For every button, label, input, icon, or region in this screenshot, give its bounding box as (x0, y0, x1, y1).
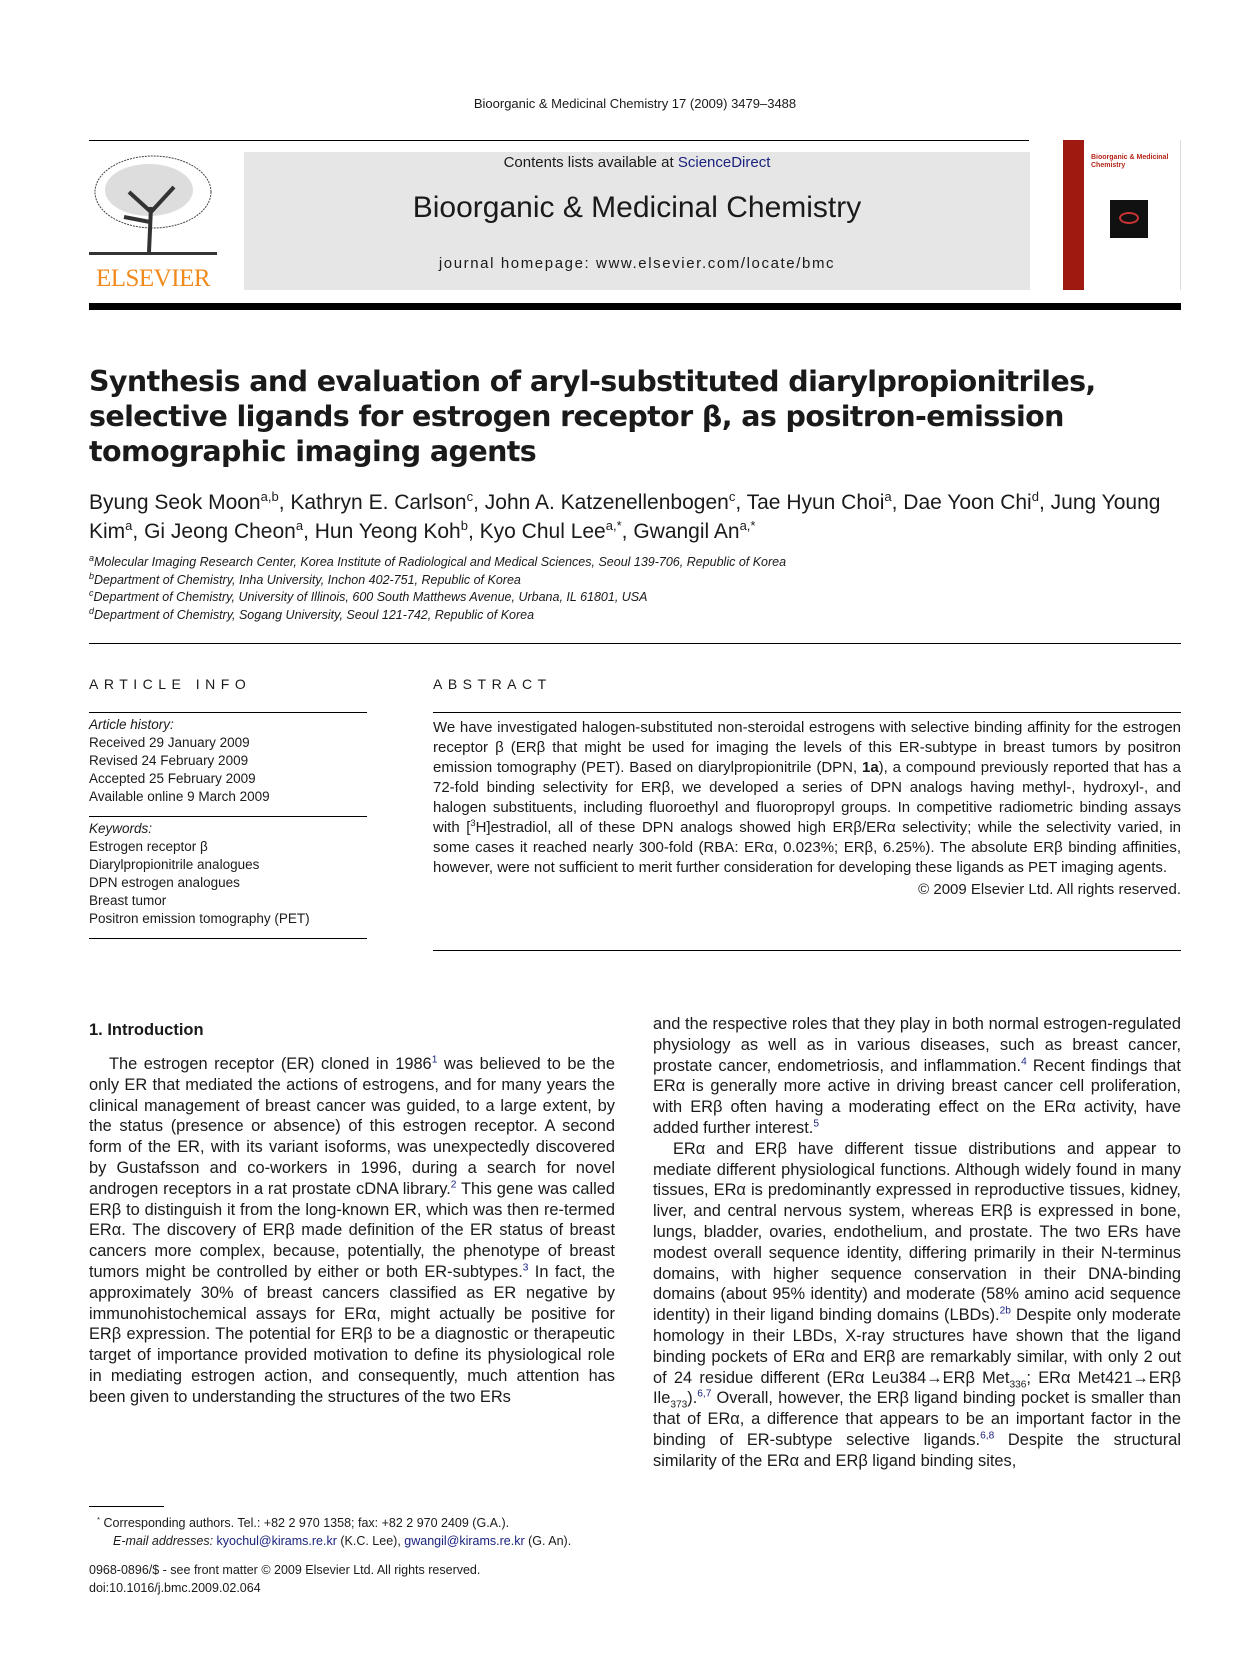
author-name: Dae Yoon Chi (903, 491, 1032, 514)
keyword: Positron emission tomography (PET) (89, 911, 310, 926)
author[interactable] (290, 491, 473, 514)
author-name: John A. Katzenellenbogen (484, 491, 729, 514)
header-rule (89, 140, 1029, 141)
text-run: 1a (861, 759, 879, 776)
text-run: This gene was called ERβ to distinguish it from the long-known ER, which was then re-termed ERα. The discovery of ERβ made definition of the ER status of breast cancers more complex, because, potentially, the phenotype of breast tumors might be controlled by either or both ER-subtypes. (89, 1179, 615, 1281)
author-affiliation-marker: a (125, 518, 133, 533)
text-run: ; ERα Met421→ERβ Ile (653, 1368, 1182, 1408)
email-owner: (G. An). (524, 1534, 572, 1548)
history-date: Accepted 25 February 2009 (89, 771, 256, 786)
text-run: Recent findings that ERα is generally more active in driving breast cancer cell proliferation, with ERβ often having a moderating effect on the ERα activity, have added further interest. (653, 1056, 1181, 1137)
journal-title: Bioorganic & Medicinal Chemistry (412, 191, 862, 224)
abstract-rule (433, 950, 1181, 951)
article-info-heading: ARTICLE INFO (89, 676, 252, 692)
abstract-heading: ABSTRACT (433, 676, 552, 692)
email-label: E-mail addresses: (113, 1534, 214, 1548)
keyword: DPN estrogen analogues (89, 875, 240, 890)
author[interactable] (89, 491, 279, 514)
text-run: H]estradiol, all of these DPN analogs showed high ERβ/ERα selectivity; while the selectivity varied, in some cases it reached nearly 300-fold (RBA: ERα, 0.023%; ERβ, 6.25%). The absolute ERβ binding affinities, however, were not sufficient to merit further consideration for developing these ligands as PET imaging agents. (433, 819, 1181, 876)
author-affiliation-marker: c (466, 489, 474, 504)
author-affiliation-marker: a (884, 489, 892, 504)
author[interactable] (485, 491, 736, 514)
author-name: Gwangil An (633, 520, 740, 543)
text-run: 336 (1009, 1378, 1027, 1390)
affiliation-key: c (89, 587, 94, 598)
text-run: Despite only moderate homology in their LBDs, X-ray structures have shown that the ligand binding pockets of ERα and ERβ are remarkably similar, with only 2 out of 24 residue different (ERα Leu384→ERβ Met (653, 1306, 1181, 1387)
author-affiliation-marker: c (728, 489, 736, 504)
author[interactable] (480, 520, 622, 543)
body-paragraph (653, 1014, 1181, 1139)
text-run: 3 (470, 818, 476, 828)
text-run: ERα and ERβ have different tissue distributions and appear to mediate different physiological functions. Although widely found in many tissues, ERα is predominantly expressed in reproductive tissues, kidney, liver, and central nervous system, whereas ERβ is expressed in bone, lungs, bladder, ovaries, endothelium, and prostate. The two ERs have modest overall sequence identity, differing primarily in their N-terminus domains, with higher sequence conservation in their DNA-binding domains (about 95% identity) and moderate (58% amino acid sequence identity) in their ligand binding domains (LBDs). (653, 1139, 1181, 1325)
email-owner: (K.C. Lee), (336, 1534, 405, 1548)
journal-cover-image (1063, 140, 1181, 290)
text-run: ), a compound previously reported that has a 72-fold binding selectivity for ERβ, we developed a series of DPN analogs having methyl-, hydroxyl-, and halogen substituents, including fluoroethyl and fluoropropyl groups. In competitive radiometric binding assays with [ (433, 759, 1181, 836)
author-name: Gi Jeong Cheon (144, 520, 296, 543)
keyword: Estrogen receptor β (89, 839, 208, 854)
affiliation-list (89, 554, 1181, 624)
reference-link[interactable]: 5 (813, 1118, 820, 1130)
reference-link[interactable]: 2b (999, 1305, 1011, 1317)
affiliation-key: a (89, 552, 95, 563)
history-date: Received 29 January 2009 (89, 735, 250, 750)
section-heading-introduction: 1. Introduction (89, 1021, 204, 1039)
author-affiliation-marker: d (1031, 489, 1039, 504)
elsevier-tree-icon (89, 152, 217, 260)
affiliation-text: Department of Chemistry, University of Illinois, 600 South Matthews Avenue, Urbana, IL 61801, USA (93, 590, 648, 604)
article-title: Synthesis and evaluation of aryl-substituted diarylpropionitriles, selective ligands for estrogen receptor β, as positron-emission tomographic imaging agents (89, 365, 1096, 468)
author-affiliation-marker: a,b (260, 489, 279, 504)
history-date: Revised 24 February 2009 (89, 753, 249, 768)
corresponding-author-footnote (89, 1514, 615, 1550)
doi-link[interactable]: doi:10.1016/j.bmc.2009.02.064 (89, 1581, 261, 1595)
author-list: Byung Seok Moon$^{a,b}$, Kathryn E. Carlson$^c$, John A. Katzenellenbogen$^c$, Tae Hyun Choi$^a$, Dae Yoon Chi$^d$, Jung Young Kim$^a$, Gi Jeong Cheon$^a$, Hun Yeong Koh$^b$, Kyo Chul Lee$^{a,*}$, Gwangil $An^{a,*}$ (89, 489, 1161, 543)
affiliation (89, 607, 1181, 625)
author-affiliation-marker: a (295, 518, 304, 533)
author-affiliation-marker: b (460, 518, 468, 533)
abstract-copyright: © 2009 Elsevier Ltd. All rights reserved. (918, 881, 1181, 898)
author-affiliation-marker: a,* (739, 518, 756, 533)
author-name: Kathryn E. Carlson (290, 491, 467, 514)
body-column-right (653, 1014, 1181, 1472)
author[interactable] (144, 520, 303, 543)
journal-banner (244, 152, 1030, 290)
author-affiliation-marker: a,* (605, 518, 622, 533)
text-run: We have investigated halogen-substituted non-steroidal estrogens with selective binding affinity for the estrogen receptor β (ERβ that might be used for imaging the levels of this ER-subtype in breast tumors by positron emission tomography (PET). Based on diarylpropionitrile (DPN, (433, 719, 1181, 776)
keywords-label: Keywords: (89, 821, 153, 836)
footnote-marker: * (97, 1514, 101, 1524)
text-run: ). (687, 1389, 698, 1408)
sciencedirect-link[interactable]: ScienceDirect (677, 154, 771, 171)
history-date: Available online 9 March 2009 (89, 789, 270, 804)
text-run: Despite the structural similarity of the ERα and ERβ ligand binding sites, (653, 1430, 1181, 1470)
author[interactable] (747, 491, 892, 514)
cover-title: Bioorganic & Medicinal Chemistry (1091, 154, 1169, 169)
journal-homepage-link[interactable]: journal homepage: www.elsevier.com/locate/bmc (438, 255, 836, 272)
email-link-lee[interactable]: kyochul@kirams.re.kr (216, 1534, 337, 1548)
text-run: was believed to be the only ER that mediated the actions of estrogens, and for many years the clinical management of breast cancer was guided, to a large extent, by the status (presence or absence) of this estrogen receptor. A second form of the ER, with its variant isoforms, was unexpectedly discovered by Gustafsson and co-workers in 1996, during a search for novel androgen receptors in a rat prostate cDNA library. (89, 1055, 615, 1198)
elsevier-logo[interactable] (89, 152, 217, 292)
reference-link[interactable]: 2 (450, 1179, 457, 1191)
reference-link[interactable]: 1 (431, 1054, 438, 1066)
reference-link[interactable]: 3 (522, 1262, 529, 1274)
cover-artwork (1110, 200, 1148, 238)
reference-link[interactable]: 6,7 (697, 1388, 712, 1400)
text-run: and the respective roles that they play in both normal estrogen-regulated physiology as well as in various diseases, such as breast cancer, prostate cancer, endometriosis, and inflammation. (653, 1015, 1181, 1075)
author-name: Byung Seok Moon (89, 491, 261, 514)
header-thick-rule (89, 303, 1181, 310)
history-label: Article history: (89, 717, 174, 732)
affiliation (89, 589, 1181, 607)
keyword: Breast tumor (89, 893, 167, 908)
author-name: Hun Yeong Koh (314, 520, 461, 543)
footnote-text: Corresponding authors. Tel.: +82 2 970 1358; fax: +82 2 970 2409 (G.A.). (103, 1516, 510, 1530)
author-name: Kyo Chul Lee (479, 520, 606, 543)
elsevier-wordmark: ELSEVIER (95, 265, 211, 292)
affiliation-rule (89, 643, 1181, 644)
contents-text: Contents lists available at (503, 154, 678, 171)
author[interactable] (315, 520, 468, 543)
reference-link[interactable]: 6,8 (980, 1430, 995, 1442)
abstract (433, 712, 1181, 900)
page-footer (89, 1561, 480, 1597)
affiliation-text: Molecular Imaging Research Center, Korea Institute of Radiological and Medical Sciences, Seoul 139-706, Republic of Korea (94, 555, 787, 569)
author-name: Jung Young Kim (89, 491, 1161, 543)
affiliation-key: b (89, 570, 95, 581)
body-column-left (89, 1054, 615, 1408)
affiliation-text: Department of Chemistry, Sogang University, Seoul 121-742, Republic of Korea (94, 607, 535, 622)
text-run: The estrogen receptor (ER) cloned in 1986 (109, 1055, 432, 1073)
author-name: Tae Hyun Choi (746, 491, 885, 514)
article-info (89, 712, 367, 939)
affiliation-text: Department of Chemistry, Inha University, Inchon 402-751, Republic of Korea (94, 572, 521, 587)
affiliation (89, 554, 1181, 572)
issn-line: 0968-0896/$ - see front matter © 2009 Elsevier Ltd. All rights reserved. (89, 1563, 481, 1577)
body-paragraph (653, 1139, 1181, 1472)
body-paragraph (89, 1054, 615, 1408)
text-run: Overall, however, the ERβ ligand binding pocket is smaller than that of ERα, a difference that appears to be an important factor in the binding of ER-subtype selective ligands. (653, 1389, 1181, 1449)
keyword: Diarylpropionitrile analogues (89, 857, 260, 872)
affiliation (89, 572, 1181, 590)
affiliation-key: d (89, 605, 95, 616)
text-run: In fact, the approximately 30% of breast cancers classified as ER negative by immunohistochemical assays for ERα, might actually be positive for ERβ expression. The potential for ERβ to be a diagnostic or therapeutic target of importance provided motivation to define its physiological role in mediating estrogen action, and consequently, much attention has been given to understanding the structures of the two ERs (89, 1262, 615, 1406)
abstract-text (433, 718, 1181, 878)
footnote-rule (89, 1506, 164, 1507)
reference-link[interactable]: 4 (1021, 1056, 1027, 1068)
email-link-an[interactable]: gwangil@kirams.re.kr (404, 1534, 525, 1548)
text-run: 373 (670, 1399, 688, 1411)
author[interactable] (903, 491, 1039, 514)
journal-citation: Bioorganic & Medicinal Chemistry 17 (2009) 3479–3488 (473, 96, 797, 111)
author[interactable] (633, 520, 755, 543)
